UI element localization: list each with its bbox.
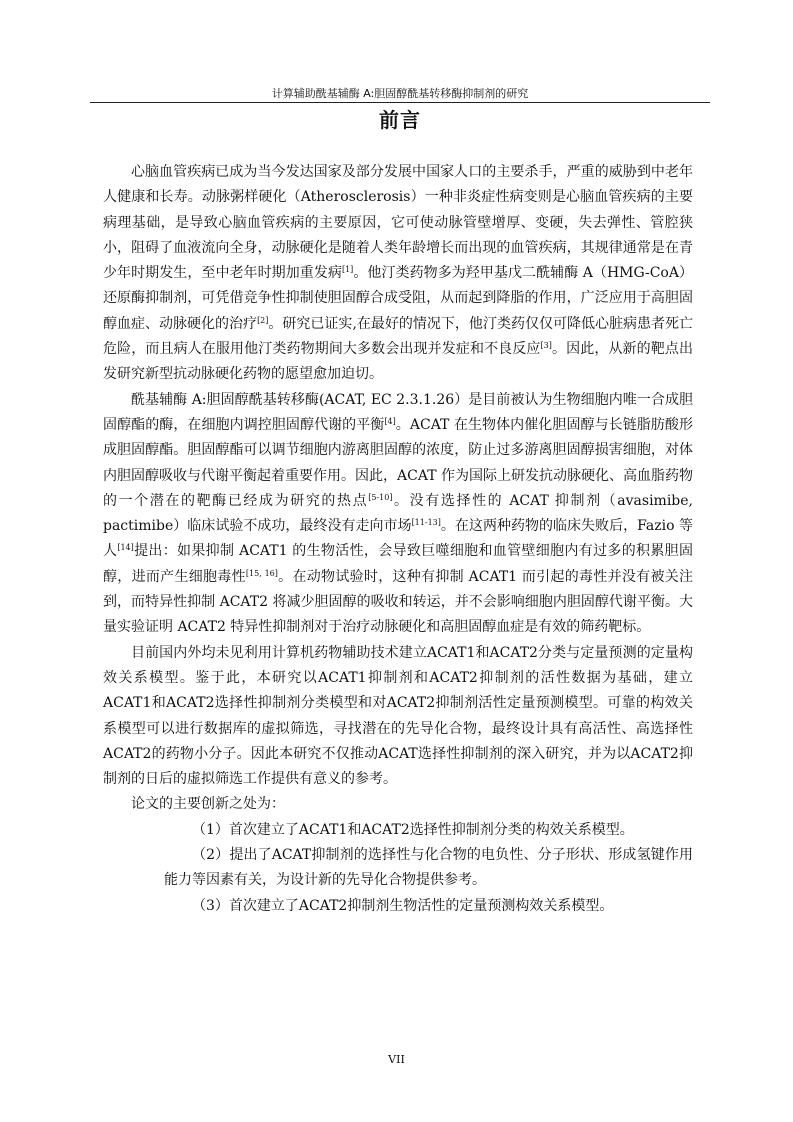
innovation-list [103,818,693,919]
header-divider [90,102,710,103]
text-run: 。研究已证实,在最好的情况下，他汀类药仅仅可降低心脏病患者死亡危险，而且病人在服用他汀类药物期间大多数会出现并发症和不良反应 [103,315,694,358]
innovation-item-3: （3）首次建立了ACAT2抑制剂生物活性的定量预测构效关系模型。 [192,897,614,914]
running-header: 计算辅助酰基辅酶 A:胆固醇酰基转移酶抑制剂的研究 [271,87,529,100]
innovation-item-2: （2）提出了ACAT抑制剂的选择性与化合物的电负性、分子形状、形成氢键作用能力等因素有关，为设计新的先导化合物提供参考。 [164,847,693,889]
text-run: 目前国内外均未见利用计算机药物辅助技术建立ACAT1和ACAT2分类与定量预测的定量构效关系模型。鉴于此，本研究以ACAT1抑制剂和ACAT2抑制剂的活性数据为基础，建立ACAT1和ACAT2选择性抑制剂分类模型和对ACAT2抑制剂活性定量预测模型。可靠的构效关系模型可以进行数据库的虚拟筛选，寻找潜在的先导化合物，最终设计具有高活性、高选择性ACAT2的药物小分子。因此本研究不仅推动ACAT选择性抑制剂的深入研究，并为以ACAT2抑制剂的日后的虚拟筛选工作提供有意义的参考。 [103,644,693,788]
page-number: VII [388,1053,405,1066]
text-run: 心脑血管疾病已成为当今发达国家及部分发展中国家人口的主要杀手，严重的威胁到中老年人健康和长寿。动脉粥样硬化（Atherosclerosis）一种非炎症性病变则是心脑血管疾病的主要病理基础，是导致心脑血管疾病的主要原因，它可使动脉管壁增厚、变硬，失去弹性、管腔狭小，阻碍了血液流向全身，动脉硬化是随着人类年龄增长而出现的血管疾病，其规律通常是在青少年时期发生，至中老年时期加重发病 [103,164,693,282]
innovation-intro: 论文的主要创新之处为： [131,796,285,813]
text-run: 。没有选择性的 ACAT 抑制剂（avasimibe, pactimibe）临床试验不成功，最终没有走向市场 [103,492,693,535]
paragraph-1 [103,160,693,388]
paragraph-3 [103,641,693,793]
citation-ref: [15, 16] [245,568,278,578]
text-run: 提出：如果抑制 ACAT1 的生物活性，会导致巨噬细胞和血管壁细胞内有过多的积累胆固醇，进而产生细胞毒性 [103,543,694,585]
text-run: 。在动物试验时，这种有抑制 ACAT1 而引起的毒性并没有被关注到，而特异性抑制 ACAT2 将减少胆固醇的吸收和转运，并不会影响细胞内胆固醇代谢平衡。大量实验证明 ACAT2 特异性抑制剂对于治疗动脉硬化和高胆固醇血症是有效的筛药靶标。 [103,568,694,636]
citation-ref: [3] [540,341,552,351]
paragraph-2 [103,388,693,641]
text-run: 。ACAT 在生物体内催化胆固醇与长链脂肪酸形成胆固醇酯。胆固醇酯可以调节细胞内游离胆固醇的浓度，防止过多游离胆固醇损害细胞，对体内胆固醇吸收与代谢平衡起着重要作用。因此，ACAT 作为国际上研发抗动脉硬化、高血脂药物的一个潜在的靶酶已经成为研究的热点 [103,416,693,509]
text-run: 。因此，从新的靶点出发研究新型抗动脉硬化药物的愿望愈加迫切。 [103,341,694,383]
citation-ref: [2] [257,315,269,325]
body-text [103,160,693,919]
citation-ref: [14] [117,543,134,553]
citation-ref: [1] [341,265,354,275]
citation-ref: [11-13] [411,518,441,528]
text-run: 。在这两种药物的临床失败后，Fazio 等人 [103,518,693,560]
citation-ref: [5-10] [368,492,393,502]
text-run: 酰基辅酶 A:胆固醇酰基转移酶(ACAT, EC 2.3.1.26）是目前被认为生物细胞内唯一合成胆固醇酯的酶，在细胞内调控胆固醇代谢的平衡 [103,391,693,433]
text-run: 。他汀类药物多为羟甲基戊二酰辅酶 A（HMG-CoA）还原酶抑制剂，可凭借竞争性抑制使胆固醇合成受阻，从而起到降脂的作用，广泛应用于高胆固醇血症、动脉硬化的治疗 [103,265,693,332]
page-title: 前言 [379,108,421,132]
innovation-item-1: （1）首次建立了ACAT1和ACAT2选择性抑制剂分类的构效关系模型。 [192,821,634,838]
citation-ref: [4] [384,416,396,426]
